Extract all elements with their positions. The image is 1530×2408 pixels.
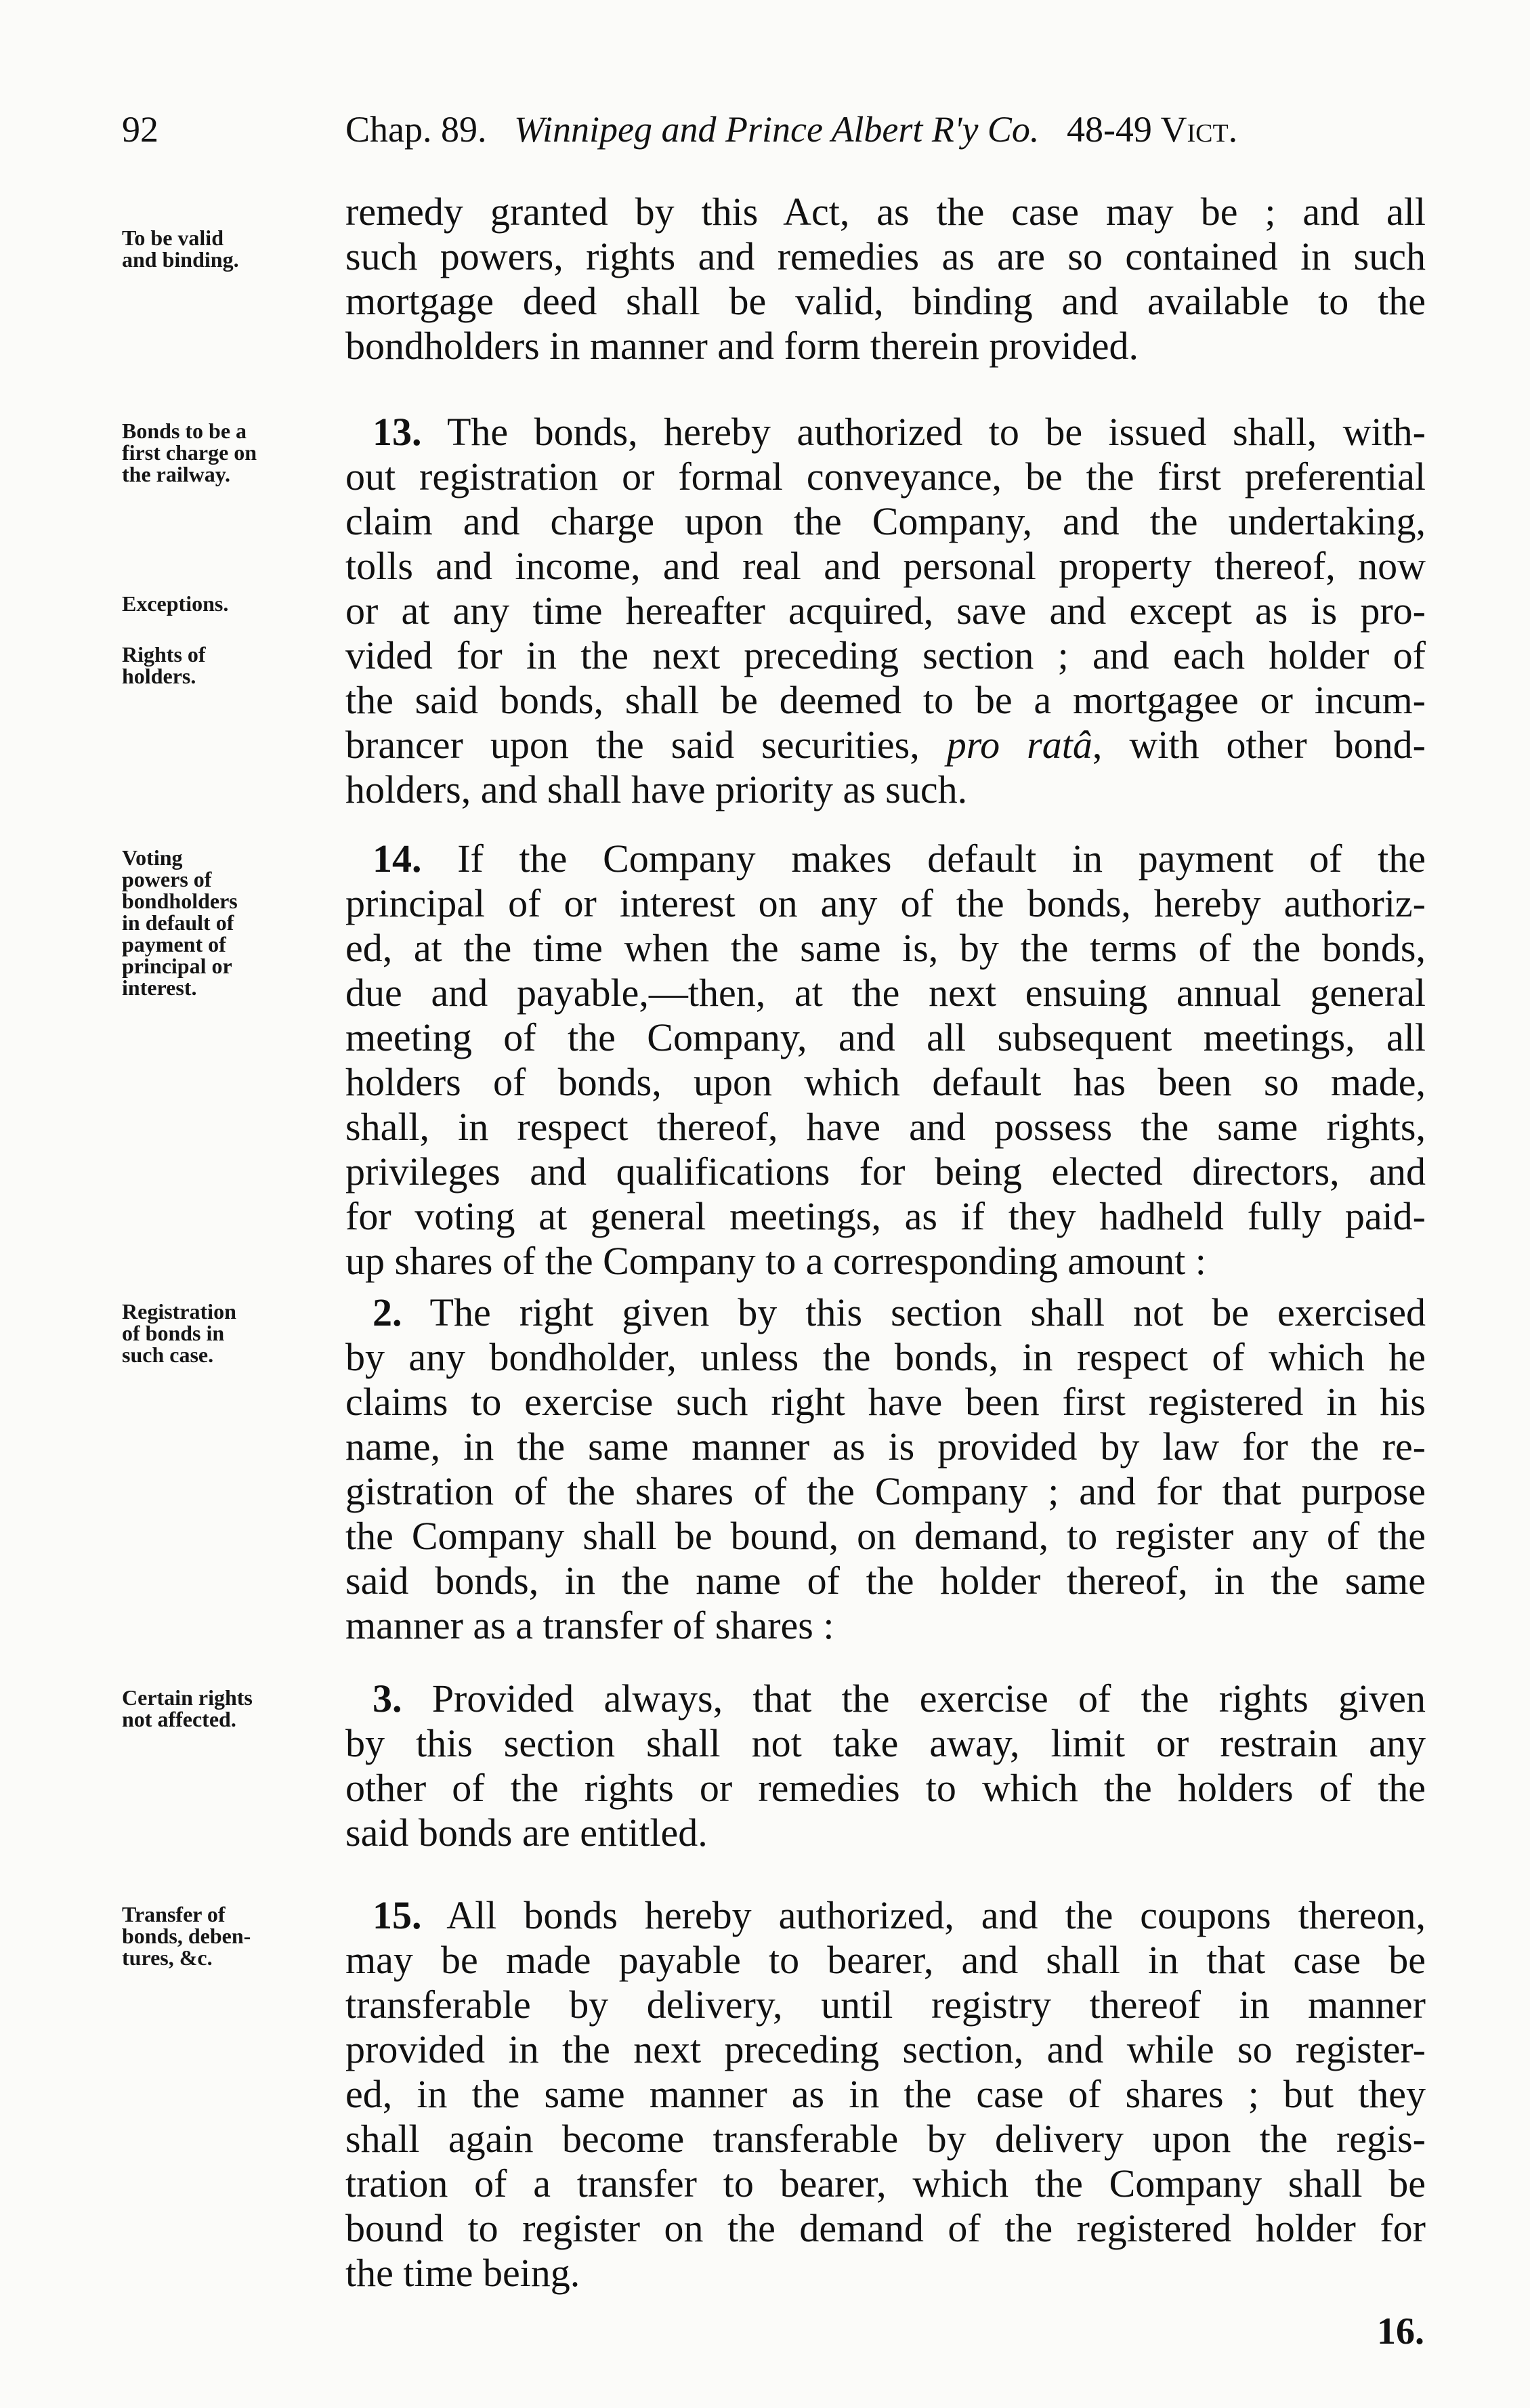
margin-note-line: principal or <box>122 954 232 978</box>
text-line <box>345 1469 1426 1514</box>
section-number: 2. <box>373 1290 402 1334</box>
margin-note-line: Voting <box>122 845 183 870</box>
margin-note <box>122 1687 332 1730</box>
text-line <box>345 678 1426 723</box>
margin-note-line: in default of <box>122 910 234 935</box>
text-line <box>345 2027 1426 2072</box>
line-text: The bonds, hereby authorized to be issued shall, with- <box>446 410 1426 454</box>
margin-note-line: bondholders <box>122 889 238 913</box>
text-line <box>345 1060 1426 1105</box>
text-line <box>345 455 1426 499</box>
margin-note-line: tures, &c. <box>122 1945 213 1970</box>
catchword: 16. <box>1377 2310 1424 2352</box>
section-number: 13. <box>373 410 422 454</box>
section-s15 <box>345 1893 1426 2296</box>
text-line <box>345 2072 1426 2117</box>
text-line <box>345 1603 1426 1648</box>
text-line <box>345 1290 1426 1335</box>
line-text: or at any time hereafter acquired, save and except as is pro- <box>345 589 1426 633</box>
text-line <box>345 971 1426 1015</box>
text-line <box>345 2251 1426 2296</box>
line-text: gistration of the shares of the Company ; and for that purpose <box>345 1469 1426 1513</box>
text-line <box>345 544 1426 589</box>
line-text: shall again become transferable by delivery upon the regis- <box>345 2117 1426 2161</box>
margin-note-line: Rights of <box>122 642 206 667</box>
margin-note-line: the railway. <box>122 462 230 486</box>
line-text: the Company shall be bound, on demand, to register any of the <box>345 1514 1426 1558</box>
line-text: claim and charge upon the Company, and the undertaking, <box>345 499 1426 543</box>
section-number: 15. <box>373 1893 422 1937</box>
act-title: Winnipeg and Prince Albert R'y Co. <box>514 109 1040 150</box>
margin-note-line: Transfer of <box>122 1902 226 1926</box>
margin-note <box>122 593 332 614</box>
line-text: tolls and income, and real and personal property thereof, now <box>345 544 1426 588</box>
line-text: by this section shall not take away, limit or restrain any <box>345 1721 1426 1765</box>
section-s14-3 <box>345 1676 1426 1855</box>
margin-note-line: Bonds to be a <box>122 419 247 443</box>
line-text: brancer upon the said securities, pro ratâ, with other bond- <box>345 723 1426 767</box>
line-text: out registration or formal conveyance, be the first preferential <box>345 455 1426 499</box>
latin-phrase: pro ratâ <box>946 723 1092 767</box>
line-text: If the Company makes default in payment of the <box>457 837 1426 881</box>
text-line <box>345 589 1426 633</box>
section-cont <box>345 190 1426 368</box>
margin-note-line: bonds, deben- <box>122 1924 251 1948</box>
text-line <box>345 1335 1426 1380</box>
line-text: ed, at the time when the same is, by the terms of the bonds, <box>345 926 1426 970</box>
chapter-label: Chap. 89. <box>345 109 487 150</box>
text-line <box>345 767 1426 812</box>
line-text: All bonds hereby authorized, and the coupons thereon, <box>446 1893 1426 1937</box>
line-text: ed, in the same manner as in the case of shares ; but they <box>345 2072 1426 2116</box>
section-number: 3. <box>373 1676 402 1720</box>
text-line <box>345 234 1426 279</box>
line-text: said bonds, in the name of the holder thereof, in the same <box>345 1559 1426 1603</box>
line-text: holders, and shall have priority as such. <box>345 767 968 811</box>
line-text: holders of bonds, upon which default has been so made, <box>345 1060 1426 1104</box>
line-text: the said bonds, shall be deemed to be a mortgagee or incum- <box>345 678 1426 722</box>
line-text: for voting at general meetings, as if they hadheld fully paid- <box>345 1194 1426 1238</box>
text-line <box>345 1380 1426 1424</box>
section-s14-2 <box>345 1290 1426 1648</box>
text-line <box>345 1105 1426 1149</box>
running-header <box>122 108 1422 163</box>
line-text: name, in the same manner as is provided by law for the re- <box>345 1424 1426 1469</box>
text-line <box>345 1811 1426 1855</box>
text-line <box>345 2161 1426 2206</box>
margin-note <box>122 643 332 687</box>
line-text: up shares of the Company to a corresponding amount : <box>345 1239 1206 1283</box>
margin-note-line: not affected. <box>122 1707 236 1731</box>
text-line <box>345 1721 1426 1766</box>
margin-note-line: payment of <box>122 932 226 956</box>
margin-note <box>122 847 332 998</box>
margin-note-line: holders. <box>122 664 196 688</box>
text-line <box>345 410 1426 455</box>
line-text: manner as a transfer of shares : <box>345 1603 834 1647</box>
line-text: principal of or interest on any of the bonds, hereby authoriz- <box>345 881 1426 925</box>
line-text: tration of a transfer to bearer, which the Company shall be <box>345 2161 1426 2205</box>
text-line <box>345 279 1426 324</box>
margin-note-line: Certain rights <box>122 1685 253 1710</box>
line-text: privileges and qualifications for being elected directors, and <box>345 1149 1426 1194</box>
margin-note-line: powers of <box>122 867 212 891</box>
section-number: 14. <box>373 837 422 881</box>
line-text: provided in the next preceding section, and while so register- <box>345 2027 1426 2071</box>
line-text: bound to register on the demand of the registered holder for <box>345 2206 1426 2250</box>
line-text: such powers, rights and remedies as are so contained in such <box>345 234 1426 278</box>
line-text: The right given by this section shall not be exercised <box>429 1290 1426 1334</box>
margin-note-line: Exceptions. <box>122 591 229 616</box>
line-text: remedy granted by this Act, as the case may be ; and all <box>345 190 1426 234</box>
regnal-year: 48-49 Vict. <box>1066 109 1238 150</box>
running-title <box>345 108 1237 150</box>
text-line <box>345 1149 1426 1194</box>
line-text: the time being. <box>345 2251 580 2295</box>
margin-note-line: Registration <box>122 1299 236 1324</box>
text-line <box>345 1676 1426 1721</box>
margin-note-line: first charge on <box>122 440 257 465</box>
margin-note-line: interest. <box>122 975 197 1000</box>
margin-note-line: of bonds in <box>122 1321 225 1345</box>
section-s14 <box>345 837 1426 1284</box>
text-line <box>345 499 1426 544</box>
line-text: by any bondholder, unless the bonds, in respect of which he <box>345 1335 1426 1379</box>
line-text: transferable by delivery, until registry thereof in manner <box>345 1983 1426 2027</box>
text-line <box>345 926 1426 971</box>
line-text: other of the rights or remedies to which the holders of the <box>345 1766 1426 1810</box>
line-text: said bonds are entitled. <box>345 1811 708 1855</box>
margin-note-line: To be valid <box>122 226 224 250</box>
margin-note-line: such case. <box>122 1343 214 1367</box>
text-line <box>345 1766 1426 1811</box>
text-line <box>345 1559 1426 1603</box>
line-text: bondholders in manner and form therein provided. <box>345 324 1139 368</box>
text-line <box>345 633 1426 678</box>
text-line <box>345 1514 1426 1559</box>
text-line <box>345 2206 1426 2251</box>
text-line <box>345 190 1426 234</box>
text-line <box>345 1239 1426 1284</box>
line-text: vided for in the next preceding section ; and each holder of <box>345 633 1426 677</box>
line-text: shall, in respect thereof, have and possess the same rights, <box>345 1105 1426 1149</box>
text-line <box>345 881 1426 926</box>
line-text: claims to exercise such right have been first registered in his <box>345 1380 1426 1424</box>
text-line <box>345 324 1426 368</box>
line-text: may be made payable to bearer, and shall in that case be <box>345 1938 1426 1982</box>
line-text: mortgage deed shall be valid, binding and available to the <box>345 279 1426 323</box>
text-line <box>345 837 1426 881</box>
text-line <box>345 2117 1426 2161</box>
text-line <box>345 1938 1426 1983</box>
text-line <box>345 1983 1426 2027</box>
margin-note <box>122 227 332 270</box>
margin-note <box>122 1301 332 1366</box>
line-text: meeting of the Company, and all subsequent meetings, all <box>345 1015 1426 1059</box>
line-text: due and payable,—then, at the next ensuing annual general <box>345 971 1426 1015</box>
margin-note <box>122 1903 332 1968</box>
line-text: Provided always, that the exercise of the rights given <box>431 1676 1426 1720</box>
text-line <box>345 1194 1426 1239</box>
margin-note-line: and binding. <box>122 247 239 272</box>
page-number: 92 <box>122 109 158 150</box>
margin-note <box>122 420 332 485</box>
text-line <box>345 723 1426 767</box>
text-line <box>345 1893 1426 1938</box>
section-s13 <box>345 410 1426 812</box>
text-line <box>345 1015 1426 1060</box>
text-line <box>345 1424 1426 1469</box>
